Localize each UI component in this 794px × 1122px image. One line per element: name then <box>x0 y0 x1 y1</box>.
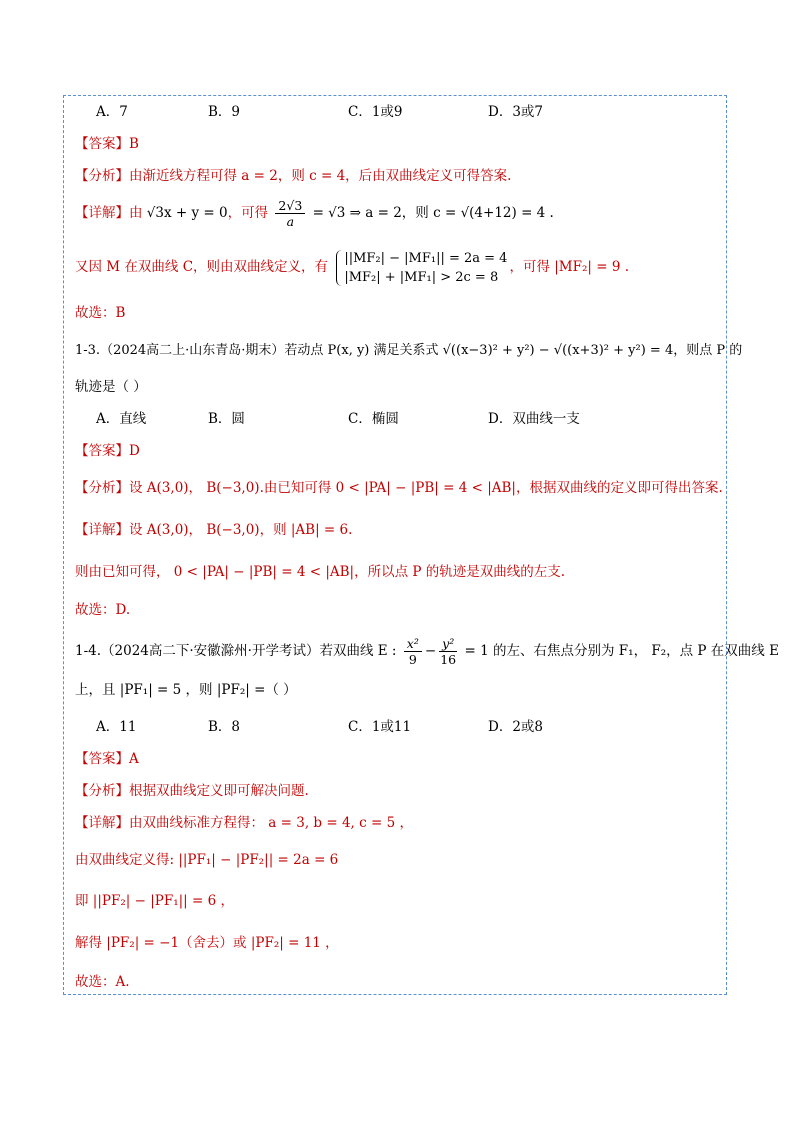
option-d: D．双曲线一支 <box>488 411 580 427</box>
equation: √3x + y = 0 <box>146 205 228 221</box>
solution-step: 解得 |PF₂| = −1（舍去）或 |PF₂| = 11 ， <box>75 935 339 951</box>
option-c: C．1或9 <box>348 104 403 120</box>
fraction <box>404 636 422 667</box>
option-a: A．11 <box>96 719 137 735</box>
analysis-tag: 【分析】 <box>75 168 129 184</box>
detail-line-2 <box>75 245 629 289</box>
detail-line: 【详解】由双曲线标准方程得： a = 3, b = 4, c = 5 ， <box>75 815 413 831</box>
analysis-line: 【分析】根据双曲线定义即可解决问题. <box>75 783 309 799</box>
stem-text: = 1 的左、右焦点分别为 F₁， F₂，点 P 在双曲线 E <box>464 643 779 659</box>
fraction-denominator: a <box>286 214 295 229</box>
fraction-denominator: 16 <box>440 652 457 667</box>
option-b: B．9 <box>208 104 241 120</box>
fraction-numerator: x² <box>404 636 422 652</box>
stem-text: 1-4.（2024高二下·安徽滁州·开学考试）若双曲线 E : <box>75 643 397 659</box>
answer-line: 【答案】A <box>75 751 139 767</box>
system-row: ||MF₂| − |MF₁|| = 2a = 4 <box>344 250 508 266</box>
detail-text: 又因 M 在双曲线 C，则由双曲线定义，有 <box>75 259 329 275</box>
equation-system <box>334 249 507 287</box>
option-c: C．1或11 <box>348 719 412 735</box>
answer-line: 【答案】B <box>75 136 139 152</box>
detail-text: 由 <box>129 205 143 221</box>
option-d: D．2或8 <box>488 719 544 735</box>
option-c: C．椭圆 <box>348 411 399 427</box>
option-d: D．3或7 <box>488 104 544 120</box>
fraction-numerator: y² <box>439 636 457 652</box>
analysis-line <box>75 167 511 185</box>
system-row: |MF₂| + |MF₁| > 2c = 8 <box>344 269 499 285</box>
conclusion: 故选：B <box>75 305 126 321</box>
conclusion: 故选：D. <box>75 602 131 618</box>
detail-text: ，可得 |MF₂| = 9 . <box>509 259 630 275</box>
detail-line <box>75 198 554 229</box>
detail-text: ，可得 <box>227 205 269 221</box>
analysis-text: 由渐近线方程可得 a = 2，则 c = 4，后由双曲线定义可得答案. <box>129 168 512 184</box>
solution-step: 即 ||PF₂| − |PF₁|| = 6 ， <box>75 893 234 909</box>
fraction-numerator: 2√3 <box>275 198 305 214</box>
fraction <box>275 198 305 229</box>
fraction-denominator: 9 <box>408 652 417 667</box>
option-a: A．直线 <box>96 411 147 427</box>
option-a: A．7 <box>96 104 128 120</box>
question-stem: 1-3.（2024高二上·山东青岛·期末）若动点 P(x, y) 满足关系式 √((x−3)² + y²) − √((x+3)² + y²) = 4，则点 P 的 <box>75 343 743 358</box>
equation: = √3 ⇒ a = 2，则 <box>312 205 429 221</box>
question-stem-2: 上，且 |PF₁| = 5 ，则 |PF₂| =（ ） <box>75 682 297 698</box>
detail-tag: 【详解】 <box>75 205 129 221</box>
conclusion: 故选：A. <box>75 974 130 990</box>
equation: c = √(4+12) = 4 . <box>433 205 554 221</box>
fraction <box>439 636 457 667</box>
question-stem <box>75 634 779 668</box>
option-b: B．8 <box>208 719 241 735</box>
solution-step: 由双曲线定义得: ||PF₁| − |PF₂|| = 2a = 6 <box>75 852 339 868</box>
option-b: B．圆 <box>208 411 245 427</box>
detail-line-2: 则由已知可得， 0 < |PA| − |PB| = 4 < |AB|，所以点 P 的轨迹是双曲线的左支. <box>75 564 566 580</box>
question-stem-2: 轨迹是（ ） <box>75 379 147 395</box>
detail-line: 【详解】设 A(3,0)， B(−3,0)，则 |AB| = 6. <box>75 522 353 538</box>
answer-line: 【答案】D <box>75 443 140 459</box>
analysis-line: 【分析】设 A(3,0)， B(−3,0).由已知可得 0 < |PA| − |PB| = 4 < |AB|，根据双曲线的定义即可得出答案. <box>75 480 723 496</box>
minus-sign: − <box>424 643 437 659</box>
